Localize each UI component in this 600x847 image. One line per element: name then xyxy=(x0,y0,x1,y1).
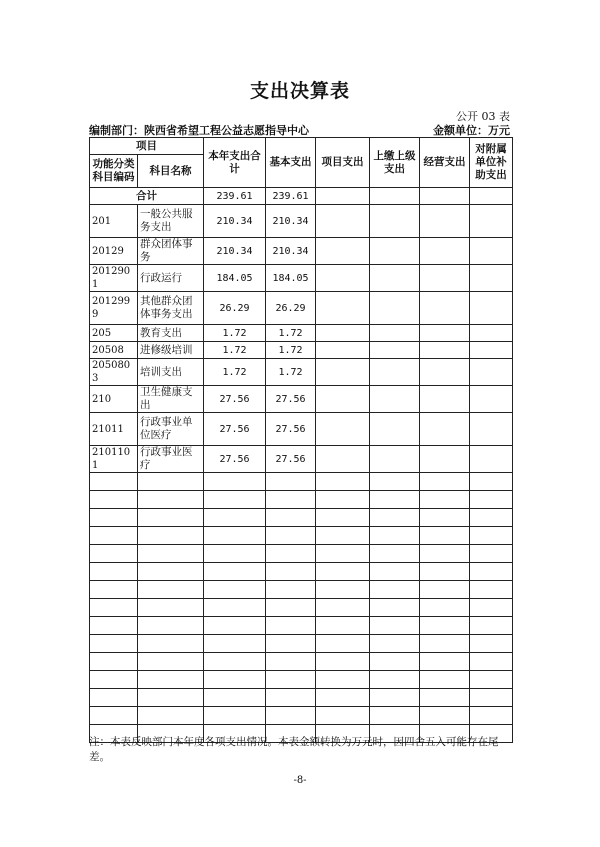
row-basic: 27.56 xyxy=(266,413,316,446)
row-total: 27.56 xyxy=(204,413,266,446)
empty-cell xyxy=(420,689,470,707)
empty-cell xyxy=(266,581,316,599)
row-total: 210.34 xyxy=(204,238,266,265)
header-total: 本年支出合计 xyxy=(204,138,266,188)
empty-cell xyxy=(138,635,204,653)
blank-row xyxy=(90,563,513,581)
empty-cell xyxy=(420,491,470,509)
empty-cell xyxy=(316,413,370,446)
empty-cell xyxy=(316,509,370,527)
empty-cell xyxy=(470,265,513,292)
empty-cell xyxy=(370,617,420,635)
empty-cell xyxy=(470,689,513,707)
empty-cell xyxy=(370,342,420,359)
empty-cell xyxy=(370,671,420,689)
blank-row xyxy=(90,635,513,653)
row-basic: 1.72 xyxy=(266,342,316,359)
empty-cell xyxy=(470,386,513,413)
empty-cell xyxy=(470,617,513,635)
blank-row xyxy=(90,473,513,491)
empty-cell xyxy=(470,599,513,617)
empty-cell xyxy=(266,653,316,671)
empty-cell xyxy=(370,265,420,292)
row-total: 26.29 xyxy=(204,292,266,325)
empty-cell xyxy=(370,413,420,446)
empty-cell xyxy=(138,473,204,491)
empty-cell xyxy=(420,205,470,238)
empty-cell xyxy=(138,509,204,527)
form-number: 公开 03 表 xyxy=(456,110,510,123)
empty-cell xyxy=(90,491,138,509)
row-code: 20508 xyxy=(90,342,138,359)
blank-row xyxy=(90,617,513,635)
empty-cell xyxy=(204,707,266,725)
row-code: 205 xyxy=(90,325,138,342)
empty-cell xyxy=(138,599,204,617)
empty-cell xyxy=(370,707,420,725)
empty-cell xyxy=(90,545,138,563)
empty-cell xyxy=(266,617,316,635)
row-code: 210 xyxy=(90,386,138,413)
blank-row xyxy=(90,545,513,563)
empty-cell xyxy=(370,205,420,238)
blank-row xyxy=(90,509,513,527)
table-row xyxy=(90,205,513,238)
row-basic: 27.56 xyxy=(266,386,316,413)
empty-cell xyxy=(316,671,370,689)
empty-cell xyxy=(266,707,316,725)
row-name: 培训支出 xyxy=(138,359,204,386)
row-name: 群众团体事务 xyxy=(138,238,204,265)
empty-cell xyxy=(420,446,470,473)
table-row xyxy=(90,292,513,325)
empty-cell xyxy=(204,473,266,491)
empty-cell xyxy=(316,599,370,617)
row-basic: 184.05 xyxy=(266,265,316,292)
empty-cell xyxy=(316,292,370,325)
row-basic: 210.34 xyxy=(266,205,316,238)
empty-cell xyxy=(316,527,370,545)
unit-label: 金额单位：万元 xyxy=(433,124,510,137)
empty-cell xyxy=(420,599,470,617)
table-row xyxy=(90,238,513,265)
empty-cell xyxy=(470,359,513,386)
table-row xyxy=(90,342,513,359)
empty-cell xyxy=(470,545,513,563)
empty-cell xyxy=(204,509,266,527)
blank-row xyxy=(90,689,513,707)
row-name: 一般公共服务支出 xyxy=(138,205,204,238)
empty-cell xyxy=(370,359,420,386)
empty-cell xyxy=(420,325,470,342)
empty-cell xyxy=(90,599,138,617)
total-amount: 239.61 xyxy=(204,188,266,205)
empty-cell xyxy=(90,707,138,725)
header-basic: 基本支出 xyxy=(266,138,316,188)
blank-row xyxy=(90,527,513,545)
empty-cell xyxy=(316,342,370,359)
empty-cell xyxy=(266,473,316,491)
empty-cell xyxy=(420,671,470,689)
empty-cell xyxy=(420,386,470,413)
empty-cell xyxy=(470,238,513,265)
empty-cell xyxy=(266,491,316,509)
empty-cell xyxy=(90,635,138,653)
empty-cell xyxy=(204,599,266,617)
empty-cell xyxy=(204,617,266,635)
header-subsidy: 对附属单位补助支出 xyxy=(470,138,513,188)
row-total: 27.56 xyxy=(204,386,266,413)
expenditure-table xyxy=(89,137,513,743)
row-basic: 1.72 xyxy=(266,325,316,342)
header-func-code: 功能分类科目编码 xyxy=(90,155,138,188)
row-total: 210.34 xyxy=(204,205,266,238)
row-name: 进修级培训 xyxy=(138,342,204,359)
empty-cell xyxy=(420,509,470,527)
empty-cell xyxy=(138,563,204,581)
empty-cell xyxy=(266,689,316,707)
empty-cell xyxy=(420,527,470,545)
row-basic: 210.34 xyxy=(266,238,316,265)
row-name: 卫生健康支出 xyxy=(138,386,204,413)
empty-cell xyxy=(470,205,513,238)
empty-cell xyxy=(204,545,266,563)
empty-cell xyxy=(90,563,138,581)
empty-cell xyxy=(316,386,370,413)
empty-cell xyxy=(420,707,470,725)
empty-cell xyxy=(470,413,513,446)
empty-cell xyxy=(266,599,316,617)
empty-cell xyxy=(420,635,470,653)
empty-cell xyxy=(204,563,266,581)
row-total: 184.05 xyxy=(204,265,266,292)
empty-cell xyxy=(470,635,513,653)
empty-cell xyxy=(90,527,138,545)
empty-cell xyxy=(138,689,204,707)
footnote: 注：本表反映部门本年度各项支出情况。本表金额转换为万元时，因四舍五入可能存在尾差。 xyxy=(89,736,499,763)
empty-cell xyxy=(266,671,316,689)
empty-cell xyxy=(420,359,470,386)
empty-cell xyxy=(316,446,370,473)
empty-cell xyxy=(470,527,513,545)
header-superior: 上缴上级支出 xyxy=(370,138,420,188)
empty-cell xyxy=(204,581,266,599)
empty-cell xyxy=(420,473,470,491)
empty-cell xyxy=(90,653,138,671)
header-project: 项目支出 xyxy=(316,138,370,188)
row-name: 其他群众团体事务支出 xyxy=(138,292,204,325)
empty-cell xyxy=(316,325,370,342)
page-number: -8- xyxy=(293,775,307,786)
blank-row xyxy=(90,491,513,509)
row-total: 1.72 xyxy=(204,325,266,342)
blank-row xyxy=(90,671,513,689)
empty-cell xyxy=(370,689,420,707)
row-total: 1.72 xyxy=(204,342,266,359)
total-row xyxy=(90,188,513,205)
empty-cell xyxy=(138,545,204,563)
table-row xyxy=(90,359,513,386)
row-code: 2012901 xyxy=(90,265,138,292)
empty-cell xyxy=(316,653,370,671)
empty-cell xyxy=(420,545,470,563)
empty-cell xyxy=(204,491,266,509)
empty-cell xyxy=(138,617,204,635)
empty-cell xyxy=(266,545,316,563)
empty-cell xyxy=(90,617,138,635)
empty-cell xyxy=(370,545,420,563)
empty-cell xyxy=(316,689,370,707)
empty-cell xyxy=(370,325,420,342)
row-code: 2050803 xyxy=(90,359,138,386)
row-total: 1.72 xyxy=(204,359,266,386)
empty-cell xyxy=(420,342,470,359)
table-row xyxy=(90,413,513,446)
table-body xyxy=(90,188,513,743)
page-title: 支出决算表 xyxy=(249,80,350,102)
empty-cell xyxy=(90,473,138,491)
empty-cell xyxy=(370,581,420,599)
blank-row xyxy=(90,653,513,671)
empty-cell xyxy=(204,653,266,671)
empty-cell xyxy=(370,238,420,265)
empty-cell xyxy=(316,359,370,386)
empty-cell xyxy=(470,473,513,491)
empty-cell xyxy=(204,635,266,653)
row-basic: 26.29 xyxy=(266,292,316,325)
empty-cell xyxy=(90,509,138,527)
header-business: 经营支出 xyxy=(420,138,470,188)
row-name: 行政事业单位医疗 xyxy=(138,413,204,446)
empty-cell xyxy=(470,292,513,325)
empty-cell xyxy=(420,413,470,446)
header-subject-name: 科目名称 xyxy=(138,155,204,188)
empty-cell xyxy=(470,342,513,359)
empty-cell xyxy=(420,563,470,581)
empty-cell xyxy=(204,671,266,689)
empty-cell xyxy=(266,527,316,545)
department-label: 编制部门：陕西省希望工程公益志愿指导中心 xyxy=(89,124,309,137)
blank-row xyxy=(90,599,513,617)
empty-cell xyxy=(138,527,204,545)
empty-cell xyxy=(470,491,513,509)
empty-cell xyxy=(138,707,204,725)
empty-cell xyxy=(204,689,266,707)
empty-cell xyxy=(420,238,470,265)
empty-cell xyxy=(316,707,370,725)
blank-row xyxy=(90,581,513,599)
empty-cell xyxy=(316,491,370,509)
empty-cell xyxy=(138,581,204,599)
empty-cell xyxy=(90,581,138,599)
empty-cell xyxy=(266,563,316,581)
empty-cell xyxy=(370,563,420,581)
empty-cell xyxy=(370,527,420,545)
empty-cell xyxy=(370,473,420,491)
empty-cell xyxy=(470,707,513,725)
empty-cell xyxy=(316,265,370,292)
empty-cell xyxy=(470,446,513,473)
empty-cell xyxy=(470,325,513,342)
empty-cell xyxy=(420,292,470,325)
row-code: 20129 xyxy=(90,238,138,265)
empty-cell xyxy=(138,491,204,509)
row-code: 201 xyxy=(90,205,138,238)
row-name: 行政运行 xyxy=(138,265,204,292)
empty-cell xyxy=(266,635,316,653)
empty-cell xyxy=(370,635,420,653)
row-basic: 27.56 xyxy=(266,446,316,473)
row-code: 2101101 xyxy=(90,446,138,473)
empty-cell xyxy=(316,617,370,635)
empty-cell xyxy=(370,292,420,325)
empty-cell xyxy=(420,581,470,599)
empty-cell xyxy=(204,527,266,545)
blank-row xyxy=(90,707,513,725)
row-name: 行政事业医疗 xyxy=(138,446,204,473)
empty-cell xyxy=(370,599,420,617)
empty-cell xyxy=(316,238,370,265)
table-row xyxy=(90,446,513,473)
empty-cell xyxy=(470,509,513,527)
table-row xyxy=(90,265,513,292)
row-name: 教育支出 xyxy=(138,325,204,342)
empty-cell xyxy=(370,491,420,509)
empty-cell xyxy=(316,205,370,238)
row-basic: 1.72 xyxy=(266,359,316,386)
empty-cell xyxy=(470,581,513,599)
empty-cell xyxy=(90,671,138,689)
empty-cell xyxy=(316,581,370,599)
empty-cell xyxy=(470,671,513,689)
empty-cell xyxy=(90,689,138,707)
empty-cell xyxy=(138,653,204,671)
header-item: 项目 xyxy=(90,138,204,155)
empty-cell xyxy=(138,671,204,689)
empty-cell xyxy=(316,545,370,563)
row-total: 27.56 xyxy=(204,446,266,473)
empty-cell xyxy=(370,653,420,671)
total-basic: 239.61 xyxy=(266,188,316,205)
empty-cell xyxy=(370,509,420,527)
table-row xyxy=(90,386,513,413)
empty-cell xyxy=(420,617,470,635)
empty-cell xyxy=(370,446,420,473)
total-label: 合计 xyxy=(90,188,204,205)
row-code: 21011 xyxy=(90,413,138,446)
empty-cell xyxy=(316,563,370,581)
empty-cell xyxy=(420,265,470,292)
empty-cell xyxy=(370,386,420,413)
table-row xyxy=(90,325,513,342)
empty-cell xyxy=(470,653,513,671)
empty-cell xyxy=(470,563,513,581)
empty-cell xyxy=(316,473,370,491)
row-code: 2012999 xyxy=(90,292,138,325)
empty-cell xyxy=(266,509,316,527)
empty-cell xyxy=(420,653,470,671)
empty-cell xyxy=(316,635,370,653)
